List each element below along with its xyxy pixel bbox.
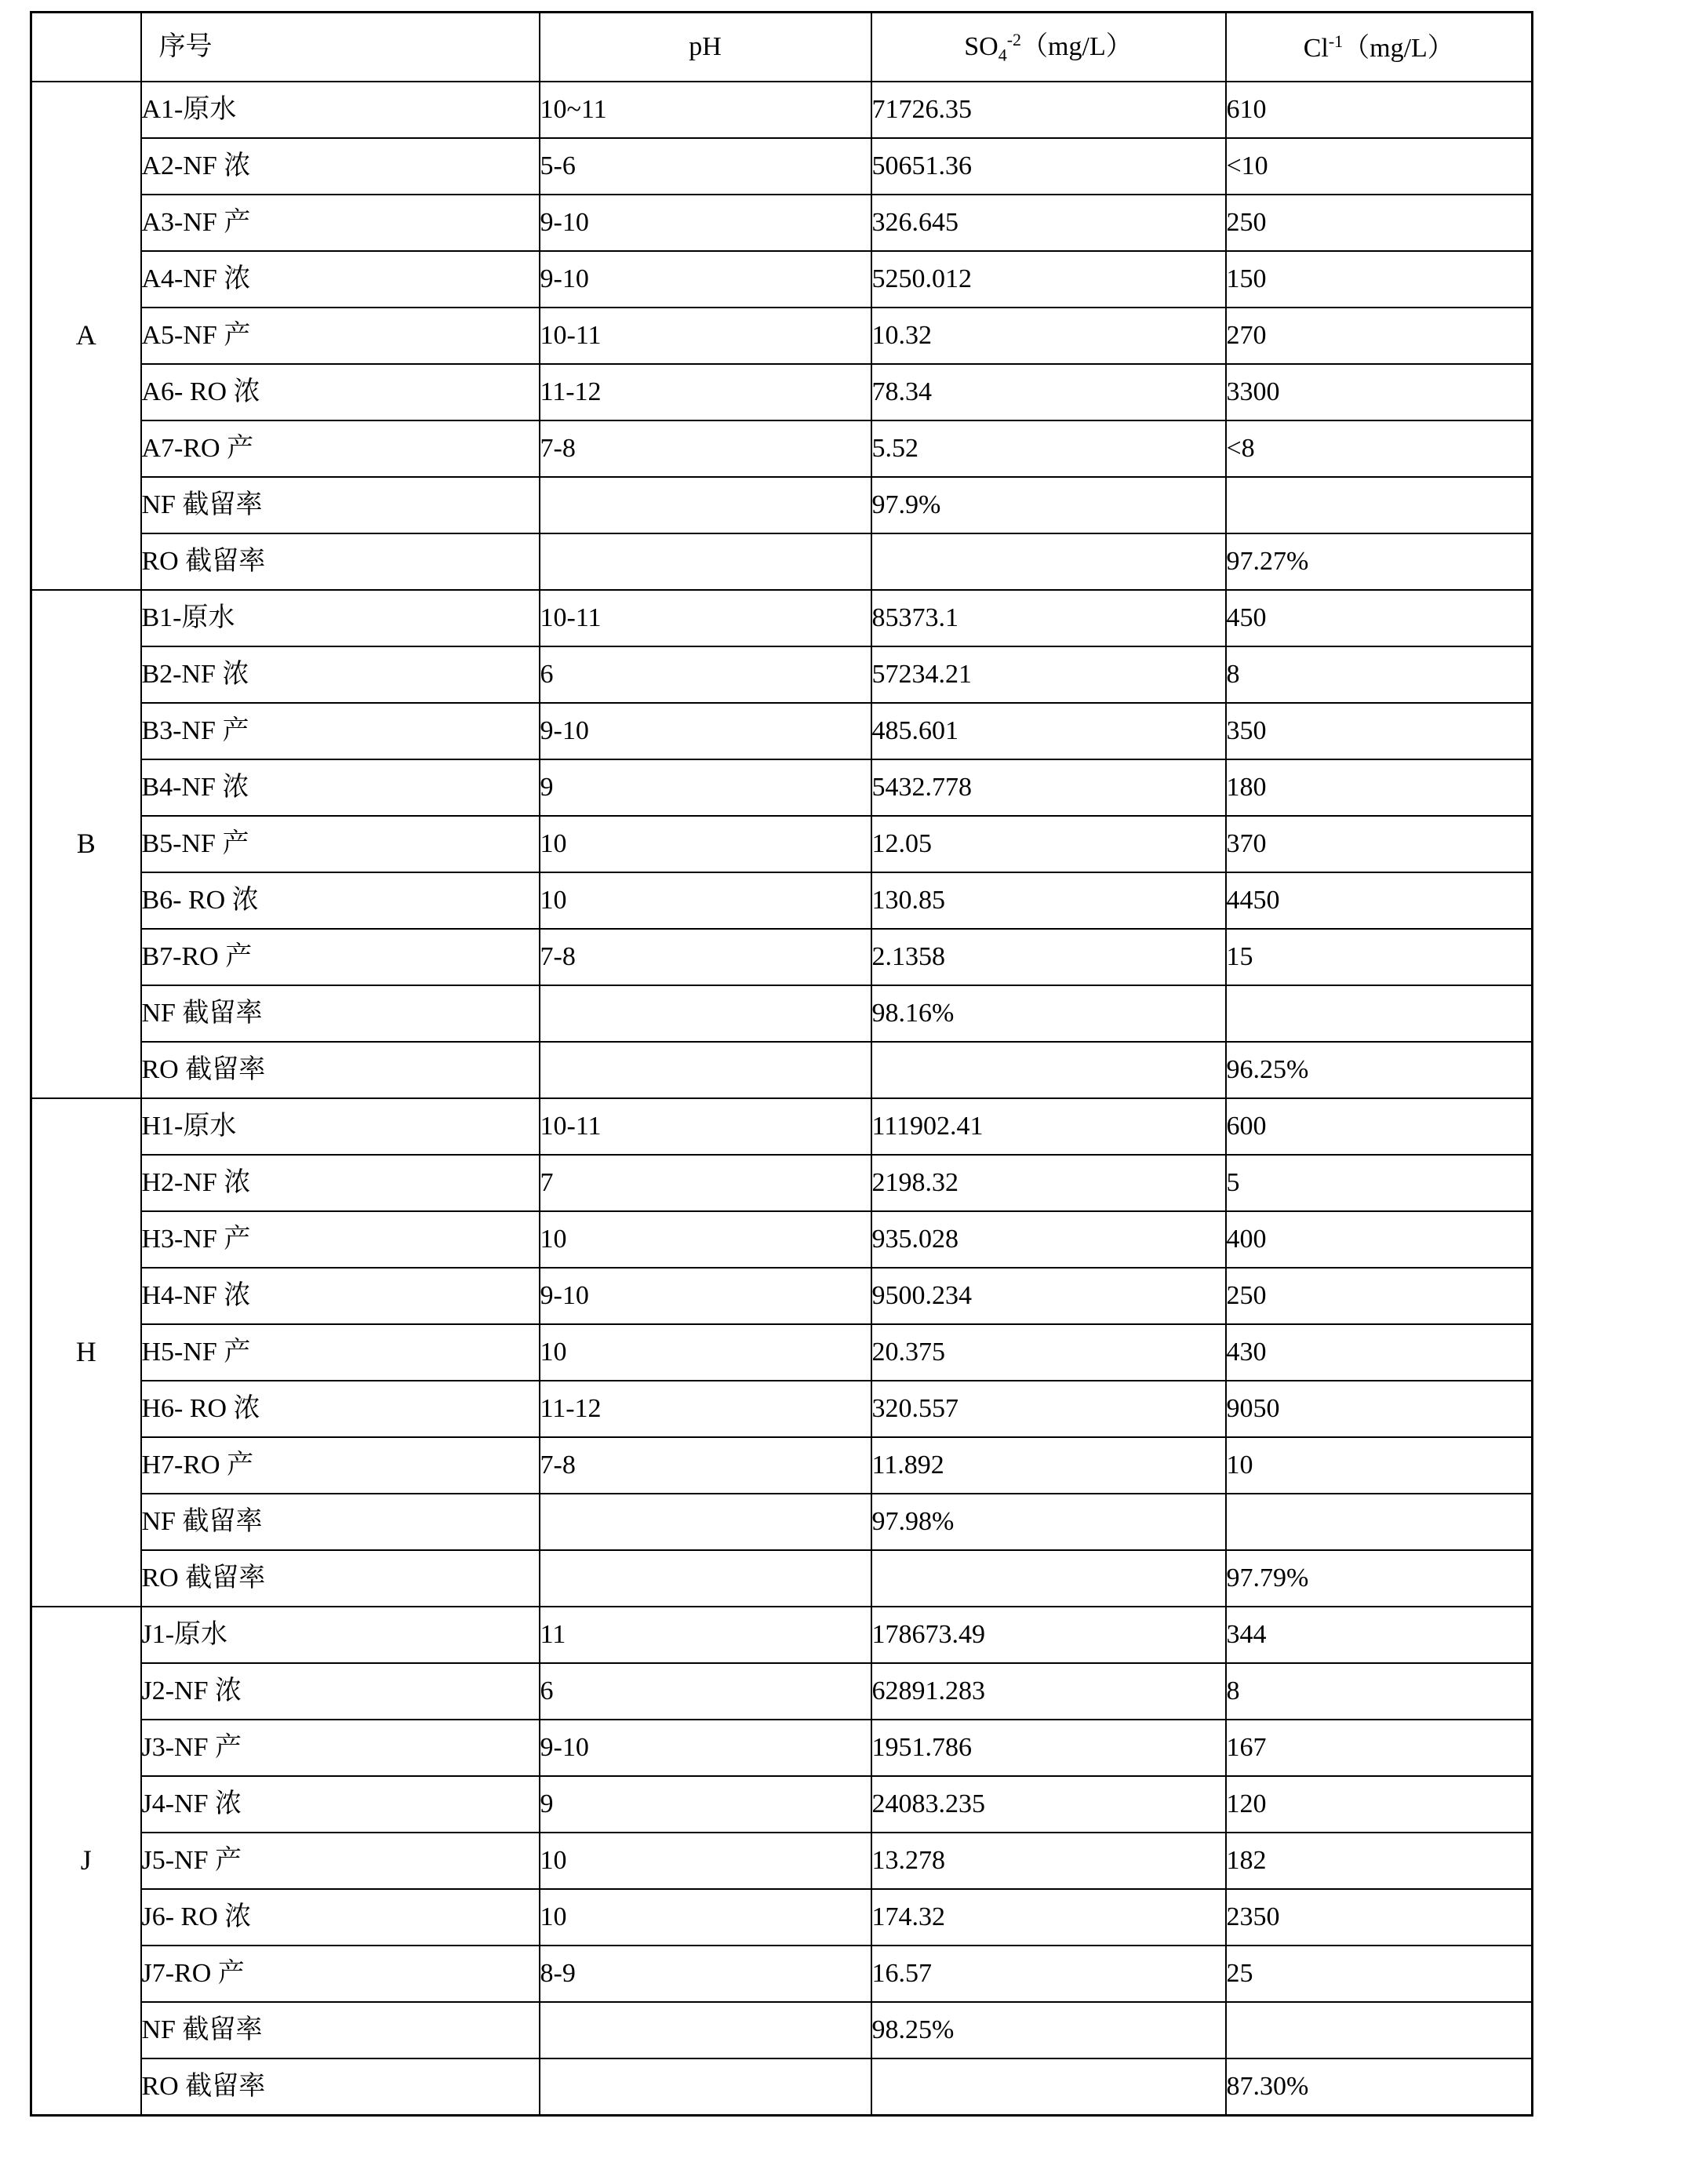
table-row [31,1381,1533,1437]
table-row [31,1776,1533,1833]
table-row [31,1946,1533,2002]
chloride-value-cell: 9050 [1226,1381,1533,1437]
sulfate-value-cell: 24083.235 [871,1776,1226,1833]
ph-value-cell: 10~11 [540,82,871,138]
header-ph: pH [540,13,871,82]
table-row [31,1607,1533,1663]
sample-name-cell: NF 截留率 [141,985,540,1042]
ph-value-cell: 5-6 [540,138,871,195]
ph-value-cell: 9-10 [540,1720,871,1776]
group-label-cell: H [31,1098,141,1607]
chloride-value-cell: <8 [1226,420,1533,477]
table-row [31,308,1533,364]
sulfate-value-cell: 130.85 [871,872,1226,929]
table-row [31,816,1533,872]
chloride-value-cell: 600 [1226,1098,1533,1155]
ph-value-cell: 10-11 [540,1098,871,1155]
sulfate-value-cell: 5250.012 [871,251,1226,308]
header-chloride-superscript: -1 [1328,31,1344,51]
table-row [31,1663,1533,1720]
chloride-value-cell: 97.27% [1226,533,1533,590]
ph-value-cell: 11-12 [540,364,871,420]
sulfate-value-cell: 78.34 [871,364,1226,420]
chloride-value-cell: 430 [1226,1324,1533,1381]
table-row [31,703,1533,759]
sample-name-cell: A7-RO 产 [141,420,540,477]
ph-value-cell [540,533,871,590]
sulfate-value-cell: 85373.1 [871,590,1226,646]
sulfate-value-cell: 98.25% [871,2002,1226,2058]
chloride-value-cell: 182 [1226,1833,1533,1889]
sulfate-value-cell: 97.98% [871,1494,1226,1550]
group-label-cell: J [31,1607,141,2116]
table-row [31,1550,1533,1607]
ph-value-cell: 9 [540,759,871,816]
ph-value-cell: 7-8 [540,929,871,985]
chloride-value-cell: 120 [1226,1776,1533,1833]
sulfate-value-cell: 98.16% [871,985,1226,1042]
chloride-value-cell: 250 [1226,195,1533,251]
ph-value-cell: 10-11 [540,308,871,364]
sample-name-cell: NF 截留率 [141,477,540,533]
chloride-value-cell: 4450 [1226,872,1533,929]
table-row [31,929,1533,985]
sulfate-value-cell: 20.375 [871,1324,1226,1381]
sample-name-cell: B4-NF 浓 [141,759,540,816]
sulfate-value-cell: 11.892 [871,1437,1226,1494]
ph-value-cell [540,477,871,533]
table-row [31,533,1533,590]
sulfate-value-cell: 320.557 [871,1381,1226,1437]
ph-value-cell: 9-10 [540,703,871,759]
table-row [31,759,1533,816]
sample-name-cell: NF 截留率 [141,2002,540,2058]
table-row [31,1268,1533,1324]
sample-name-cell: H2-NF 浓 [141,1155,540,1211]
sample-name-cell: RO 截留率 [141,2058,540,2116]
sample-name-cell: RO 截留率 [141,1042,540,1098]
sulfate-value-cell: 2198.32 [871,1155,1226,1211]
ph-value-cell: 10 [540,1324,871,1381]
sample-name-cell: J6- RO 浓 [141,1889,540,1946]
sulfate-value-cell: 10.32 [871,308,1226,364]
sample-name-cell: A6- RO 浓 [141,364,540,420]
header-sulfate-symbol: SO [964,31,999,61]
chloride-value-cell: 167 [1226,1720,1533,1776]
chloride-value-cell: 150 [1226,251,1533,308]
sulfate-value-cell: 62891.283 [871,1663,1226,1720]
sulfate-value-cell: 111902.41 [871,1098,1226,1155]
table-row [31,1720,1533,1776]
sulfate-value-cell: 5432.778 [871,759,1226,816]
header-chloride-unit: （mg/L） [1343,33,1454,63]
table-row [31,1889,1533,1946]
sample-name-cell: J5-NF 产 [141,1833,540,1889]
sample-name-cell: RO 截留率 [141,533,540,590]
chloride-value-cell: 2350 [1226,1889,1533,1946]
chloride-value-cell: 3300 [1226,364,1533,420]
sample-name-cell: A1-原水 [141,82,540,138]
sample-name-cell: H4-NF 浓 [141,1268,540,1324]
table-row [31,985,1533,1042]
table-row [31,1211,1533,1268]
sulfate-value-cell: 97.9% [871,477,1226,533]
chloride-value-cell [1226,2002,1533,2058]
header-group [31,13,141,82]
sample-name-cell: J7-RO 产 [141,1946,540,2002]
sample-name-cell: J4-NF 浓 [141,1776,540,1833]
sample-name-cell: A5-NF 产 [141,308,540,364]
chloride-value-cell: 10 [1226,1437,1533,1494]
sample-name-cell: J2-NF 浓 [141,1663,540,1720]
ph-value-cell [540,2002,871,2058]
table-row [31,138,1533,195]
sample-name-cell: RO 截留率 [141,1550,540,1607]
group-label-cell: B [31,590,141,1098]
header-sulfate-unit: （mg/L） [1021,31,1133,61]
sulfate-value-cell: 326.645 [871,195,1226,251]
header-serial-number: 序号 [141,13,540,82]
ph-value-cell: 7-8 [540,420,871,477]
header-chloride [1226,13,1533,82]
table-row [31,2058,1533,2116]
ph-value-cell: 10 [540,816,871,872]
table-row [31,872,1533,929]
sulfate-value-cell: 935.028 [871,1211,1226,1268]
ph-value-cell: 10 [540,1889,871,1946]
table-row [31,477,1533,533]
table-row [31,1042,1533,1098]
chloride-value-cell: <10 [1226,138,1533,195]
table-row [31,251,1533,308]
ph-value-cell: 10 [540,1211,871,1268]
sulfate-value-cell: 2.1358 [871,929,1226,985]
sample-name-cell: H5-NF 产 [141,1324,540,1381]
ph-value-cell: 11 [540,1607,871,1663]
chloride-value-cell: 350 [1226,703,1533,759]
chloride-value-cell: 370 [1226,816,1533,872]
table-row [31,590,1533,646]
ph-value-cell: 9-10 [540,1268,871,1324]
table-row [31,195,1533,251]
ph-value-cell: 11-12 [540,1381,871,1437]
sample-name-cell: B5-NF 产 [141,816,540,872]
sulfate-value-cell: 13.278 [871,1833,1226,1889]
table-row [31,2002,1533,2058]
sample-name-cell: A3-NF 产 [141,195,540,251]
ph-value-cell: 10 [540,872,871,929]
chloride-value-cell: 8 [1226,646,1533,703]
sample-name-cell: H3-NF 产 [141,1211,540,1268]
ph-value-cell [540,985,871,1042]
sample-name-cell: H6- RO 浓 [141,1381,540,1437]
header-sulfate-subscript: 4 [998,45,1007,65]
sulfate-value-cell: 178673.49 [871,1607,1226,1663]
chloride-value-cell: 180 [1226,759,1533,816]
sample-name-cell: J3-NF 产 [141,1720,540,1776]
chloride-value-cell: 96.25% [1226,1042,1533,1098]
sample-name-cell: H1-原水 [141,1098,540,1155]
sulfate-value-cell: 57234.21 [871,646,1226,703]
chloride-value-cell: 87.30% [1226,2058,1533,2116]
chloride-value-cell: 25 [1226,1946,1533,2002]
ph-value-cell [540,1494,871,1550]
ph-value-cell: 8-9 [540,1946,871,2002]
chloride-value-cell: 8 [1226,1663,1533,1720]
ph-value-cell: 9-10 [540,251,871,308]
sulfate-value-cell: 5.52 [871,420,1226,477]
sulfate-value-cell [871,1550,1226,1607]
header-sulfate-superscript: -2 [1006,29,1022,49]
sample-name-cell: NF 截留率 [141,1494,540,1550]
ph-value-cell: 6 [540,646,871,703]
table-row [31,646,1533,703]
ph-value-cell: 9-10 [540,195,871,251]
ph-value-cell [540,2058,871,2116]
chloride-value-cell: 15 [1226,929,1533,985]
chloride-value-cell [1226,1494,1533,1550]
chloride-value-cell: 270 [1226,308,1533,364]
table-row [31,420,1533,477]
sulfate-value-cell: 12.05 [871,816,1226,872]
sample-name-cell: A4-NF 浓 [141,251,540,308]
header-sulfate [871,13,1226,82]
header-chloride-symbol: Cl [1303,33,1329,63]
chloride-value-cell [1226,477,1533,533]
chloride-value-cell: 344 [1226,1607,1533,1663]
sample-name-cell: B6- RO 浓 [141,872,540,929]
table-row [31,1324,1533,1381]
sample-name-cell: J1-原水 [141,1607,540,1663]
table-row [31,1494,1533,1550]
ph-value-cell: 7-8 [540,1437,871,1494]
water-quality-table [30,11,1533,2117]
chloride-value-cell: 450 [1226,590,1533,646]
chloride-value-cell: 610 [1226,82,1533,138]
table-row [31,1098,1533,1155]
table-row [31,1437,1533,1494]
sulfate-value-cell: 9500.234 [871,1268,1226,1324]
table-row [31,364,1533,420]
sulfate-value-cell: 485.601 [871,703,1226,759]
sample-name-cell: B7-RO 产 [141,929,540,985]
ph-value-cell: 10-11 [540,590,871,646]
header-row [31,13,1533,82]
sulfate-value-cell: 50651.36 [871,138,1226,195]
table-header [31,13,1533,82]
sample-name-cell: B1-原水 [141,590,540,646]
sulfate-value-cell [871,1042,1226,1098]
table-body [31,82,1533,2116]
table-row [31,1833,1533,1889]
table-row [31,1155,1533,1211]
sulfate-value-cell: 1951.786 [871,1720,1226,1776]
chloride-value-cell [1226,985,1533,1042]
sulfate-value-cell [871,2058,1226,2116]
chloride-value-cell: 250 [1226,1268,1533,1324]
sulfate-value-cell [871,533,1226,590]
ph-value-cell: 6 [540,1663,871,1720]
ph-value-cell [540,1042,871,1098]
ph-value-cell: 7 [540,1155,871,1211]
sample-name-cell: B2-NF 浓 [141,646,540,703]
sulfate-value-cell: 71726.35 [871,82,1226,138]
sample-name-cell: A2-NF 浓 [141,138,540,195]
chloride-value-cell: 5 [1226,1155,1533,1211]
sample-name-cell: H7-RO 产 [141,1437,540,1494]
group-label-cell: A [31,82,141,590]
chloride-value-cell: 97.79% [1226,1550,1533,1607]
ph-value-cell: 10 [540,1833,871,1889]
ph-value-cell: 9 [540,1776,871,1833]
ph-value-cell [540,1550,871,1607]
sulfate-value-cell: 16.57 [871,1946,1226,2002]
sulfate-value-cell: 174.32 [871,1889,1226,1946]
chloride-value-cell: 400 [1226,1211,1533,1268]
table-row [31,82,1533,138]
sample-name-cell: B3-NF 产 [141,703,540,759]
